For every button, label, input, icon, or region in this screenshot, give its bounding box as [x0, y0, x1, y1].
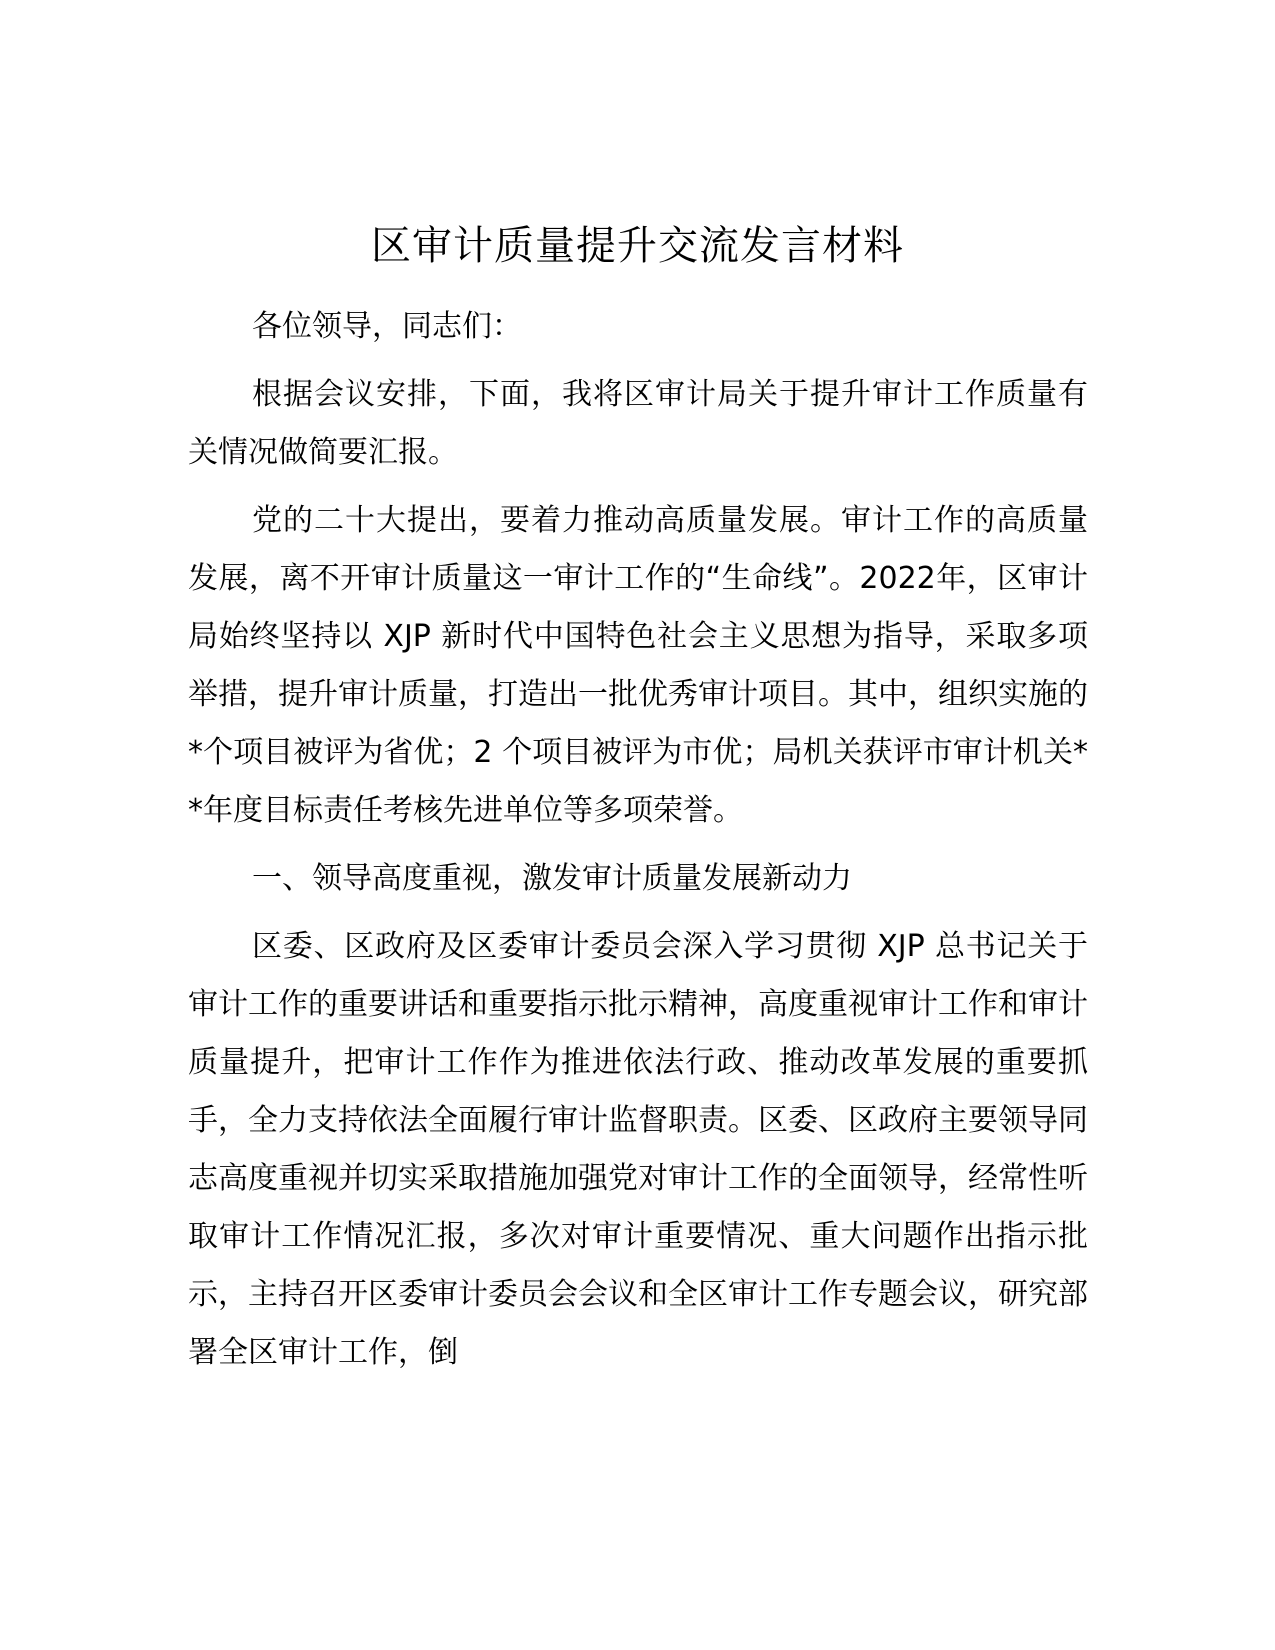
section-heading: 一、领导高度重视，激发审计质量发展新动力 — [252, 861, 852, 896]
overview-paragraph: 党的二十大提出，要着力推动高质量发展。审计工作的高质量发展，离不开审计质量这一审计工作的“生命线”。2022年，区审计局始终坚持以 XJP 新时代中国特色社会主义思想为指导，采取多项举措，提升审计质量，打造出一批优秀审计项目。其中，组织实施的*个项目被评为省优；2 个项目被评为市优；局机关获评市审计机关**年度目标责任考核先进单位等多项荣誉。 — [188, 503, 1088, 828]
section-paragraph: 区委、区政府及区委审计委员会深入学习贯彻 XJP 总书记关于审计工作的重要讲话和重要指示批示精神，高度重视审计工作和审计质量提升，把审计工作作为推进依法行政、推动改革发展的重要抓手，全力支持依法全面履行审计监督职责。区委、区政府主要领导同志高度重视并切实采取措施加强党对审计工作的全面领导，经常性听取审计工作情况汇报，多次对审计重要情况、重大问题作出指示批示，主持召开区委审计委员会会议和全区审计工作专题会议，研究部署全区审计工作，倒 — [188, 929, 1088, 1370]
salutation: 各位领导，同志们： — [252, 309, 522, 344]
document-title: 区审计质量提升交流发言材料 — [371, 223, 904, 269]
document-body — [188, 298, 1088, 1392]
intro-paragraph: 根据会议安排，下面，我将区审计局关于提升审计工作质量有关情况做简要汇报。 — [188, 377, 1088, 470]
